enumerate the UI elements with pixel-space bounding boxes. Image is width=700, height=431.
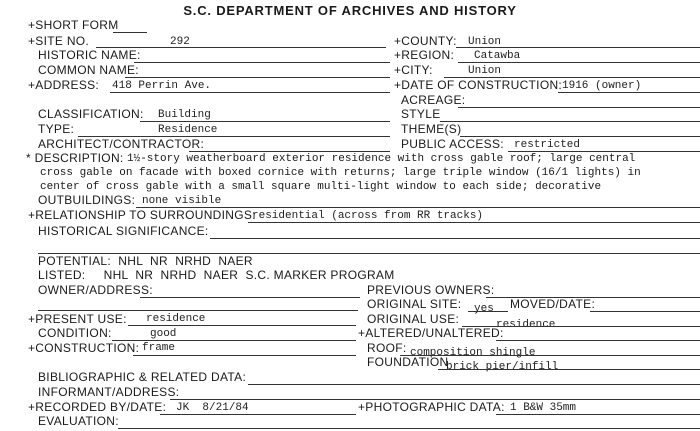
present-use-label: +PRESENT USE:: [28, 312, 127, 326]
common-name-line: [125, 77, 390, 78]
type-value: Residence: [158, 124, 218, 136]
evaluation-line: [118, 428, 700, 429]
informant-label: INFORMANT/ADDRESS:: [38, 385, 180, 399]
region-label: +REGION:: [394, 48, 455, 62]
construction-line: [133, 355, 356, 356]
classification-line: [140, 121, 390, 122]
address-label: +ADDRESS:: [28, 78, 100, 92]
listed-label: LISTED: NHL NR NRHD NAER S.C. MARKER PROGRAM: [38, 268, 395, 282]
owner-address-line: [140, 297, 360, 298]
original-site-label: ORIGINAL SITE:: [367, 297, 462, 311]
region-line: [458, 62, 700, 63]
condition-value: good: [150, 328, 177, 340]
historical-significance-label: HISTORICAL SIGNIFICANCE:: [38, 224, 209, 238]
owner-address-label: OWNER/ADDRESS:: [38, 283, 153, 297]
county-label: +COUNTY:: [394, 34, 457, 48]
historic-name-label: HISTORIC NAME:: [38, 48, 141, 62]
site-no-label: +SITE NO.: [28, 34, 90, 48]
original-site-value: yes: [474, 303, 494, 315]
common-name-label: COMMON NAME:: [38, 63, 139, 77]
public-access-line: [508, 151, 700, 152]
recorded-by-value: JK 8/21/84: [176, 402, 249, 414]
evaluation-label: EVALUATION:: [38, 414, 119, 428]
acreage-line: [458, 107, 700, 108]
photographic-label: +PHOTOGRAPHIC DATA:: [358, 400, 505, 414]
recorded-by-line: [160, 414, 356, 415]
recorded-by-label: +RECORDED BY/DATE:: [28, 400, 167, 414]
architect-line: [189, 151, 390, 152]
construction-value: frame: [142, 342, 176, 354]
bibliographic-label: BIBLIOGRAPHIC & RELATED DATA:: [38, 370, 247, 384]
style-label: STYLE: [401, 107, 441, 121]
foundation-value: brick pier/infill: [446, 361, 559, 373]
form-title: S.C. DEPARTMENT OF ARCHIVES AND HISTORY: [183, 3, 517, 18]
theme-label: THEME(S): [401, 122, 462, 136]
original-use-value: residence: [496, 319, 556, 331]
previous-owners-label: PREVIOUS OWNERS:: [367, 283, 495, 297]
city-label: +CITY:: [394, 63, 433, 77]
relationship-value: residential (across from RR tracks): [252, 210, 484, 222]
foundation-line: [438, 369, 700, 370]
description-line-3: center of cross gable with a small square multi-light window to each side; decorative: [40, 181, 602, 193]
classification-value: Building: [158, 109, 211, 121]
roof-value: composition shingle: [410, 347, 536, 359]
roof-label: ROOF:: [367, 341, 407, 355]
short-form-label: +SHORT FORM: [28, 18, 119, 32]
relationship-line: [248, 222, 700, 223]
description-label: * DESCRIPTION:: [26, 151, 124, 165]
historical-significance-line: [210, 238, 700, 239]
classification-label: CLASSIFICATION:: [38, 107, 144, 121]
county-line: [456, 47, 700, 48]
region-value: Catawba: [474, 50, 521, 62]
foundation-label: FOUNDATION: [367, 355, 449, 369]
photographic-value: 1 B&W 35mm: [510, 402, 577, 414]
original-site-line: [468, 311, 508, 312]
date-construction-line: [558, 92, 700, 93]
altered-label: +ALTERED/UNALTERED:: [358, 326, 504, 340]
original-use-label: ORIGINAL USE:: [367, 312, 460, 326]
public-access-value: restricted: [514, 139, 581, 151]
present-use-line: [128, 325, 356, 326]
condition-line: [112, 340, 356, 341]
county-value: Union: [468, 36, 502, 48]
relationship-label: +RELATIONSHIP TO SURROUNDINGS:: [28, 208, 256, 222]
outbuildings-value: none visible: [142, 195, 222, 207]
photographic-line: [496, 414, 700, 415]
style-line: [440, 121, 700, 122]
description-line-2: cross gable on facade with boxed cornice with returns; large triple window (16/1 lights) in: [40, 167, 641, 179]
potential-label: POTENTIAL: NHL NR NRHD NAER: [38, 254, 253, 268]
moved-date-label: MOVED/DATE:: [510, 297, 596, 311]
address-value: 418 Perrin Ave.: [112, 80, 212, 92]
public-access-label: PUBLIC ACCESS:: [401, 137, 504, 151]
owner-address-line-2: [38, 310, 358, 311]
moved-date-line: [590, 311, 700, 312]
bibliographic-line: [248, 384, 700, 385]
acreage-label: ACREAGE:: [401, 93, 466, 107]
present-use-value: residence: [146, 313, 206, 325]
date-construction-value: 1916 (owner): [562, 80, 642, 92]
type-label: TYPE:: [38, 122, 75, 136]
construction-label: +CONSTRUCTION:: [28, 341, 140, 355]
altered-line: [496, 340, 700, 341]
city-value: Union: [468, 65, 502, 77]
address-line: [110, 92, 390, 93]
architect-label: ARCHITECT/CONTRACTOR:: [38, 137, 205, 151]
description-line-1: 1½-story weatherboard exterior residence with cross gable roof; large central: [127, 153, 636, 165]
condition-label: CONDITION:: [38, 326, 112, 340]
short-form-line: [113, 32, 147, 33]
historic-name-line: [134, 62, 390, 63]
date-construction-label: +DATE OF CONSTRUCTION:: [394, 78, 563, 92]
site-no-value: 292: [170, 36, 190, 48]
outbuildings-label: OUTBUILDINGS:: [38, 193, 136, 207]
